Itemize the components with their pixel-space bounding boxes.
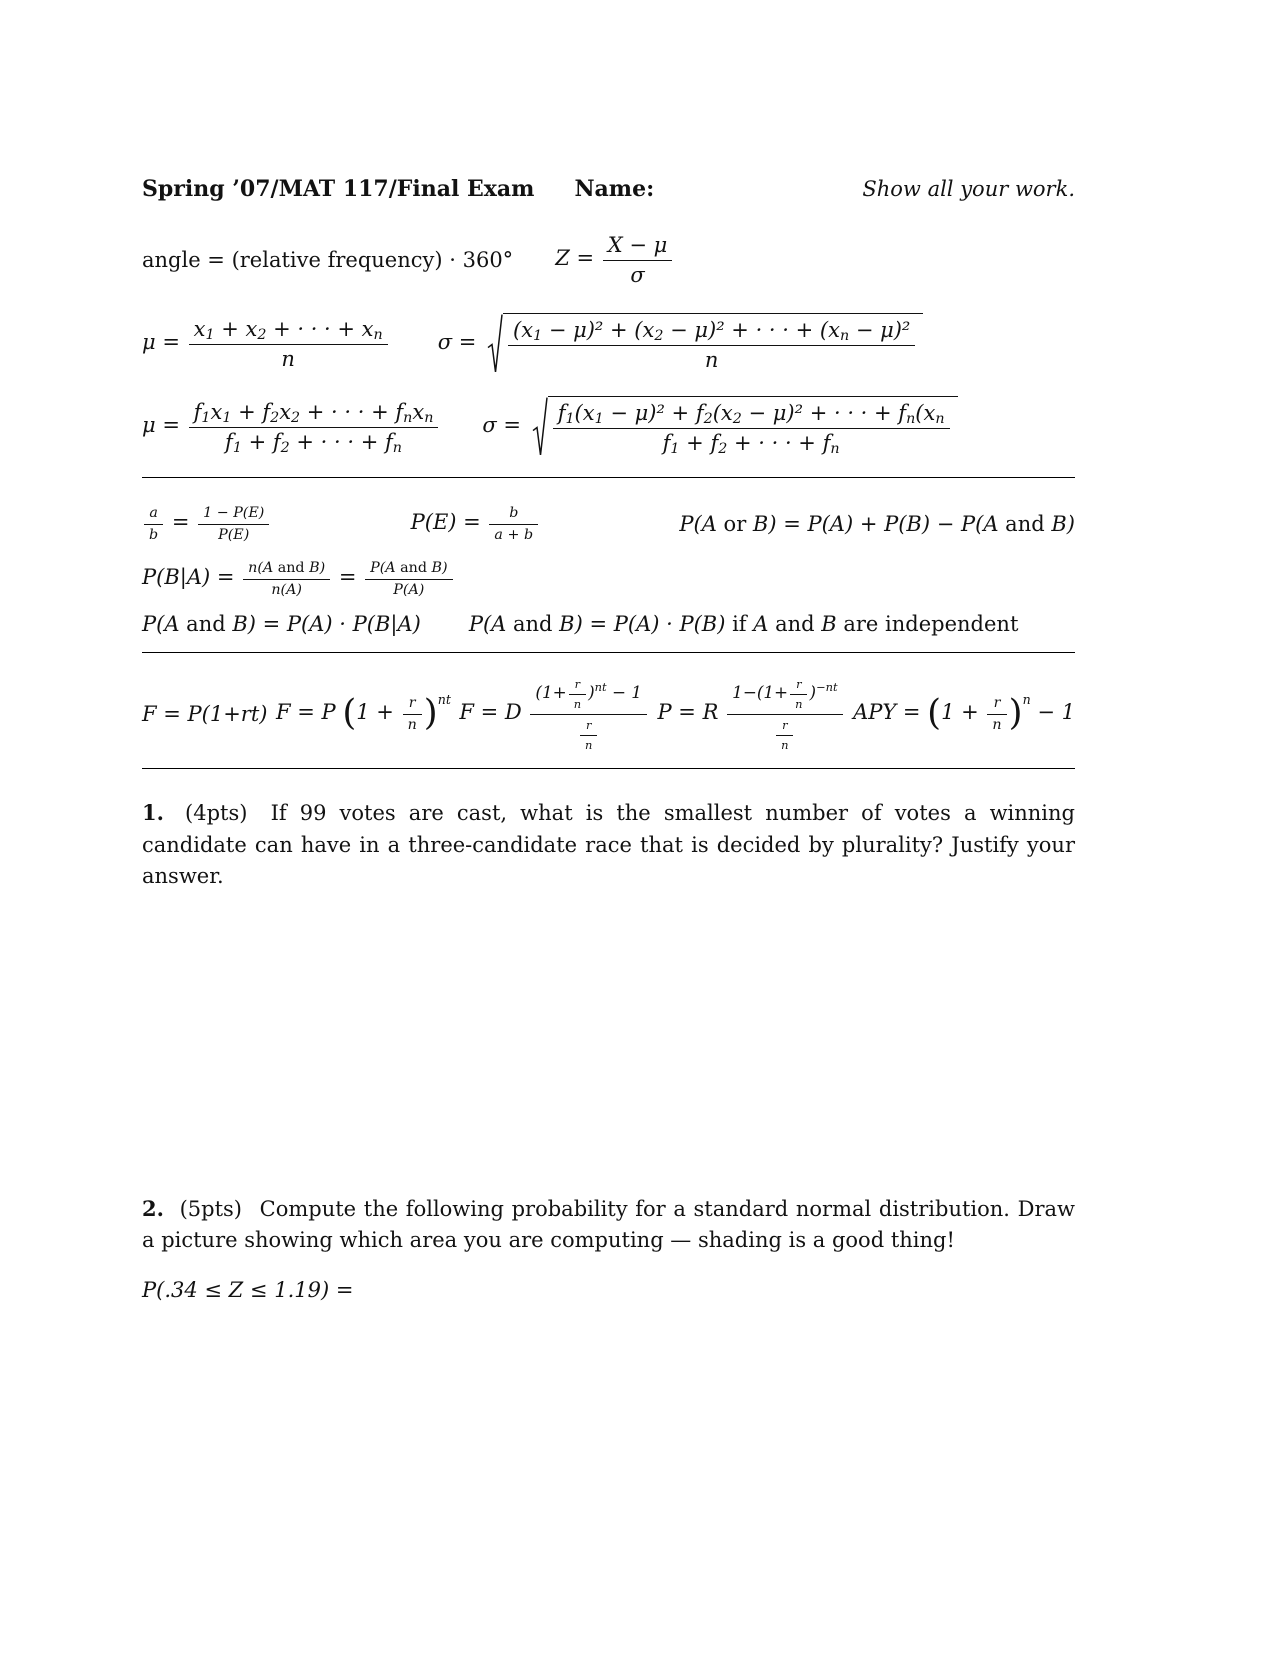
formula-row-angle-z (142, 232, 1075, 287)
formula-row-probability-2 (142, 559, 1075, 598)
horizontal-rule (142, 477, 1075, 478)
formula-z-score: Z = $\frac{X - \mu}{\sigma}$ (555, 232, 674, 287)
question-1 (142, 797, 1075, 893)
exam-title: Spring ’07/MAT 117/Final Exam (142, 176, 535, 202)
formula-stddev: σ = $\frac{(x_1 - \mu)^2 + (x_2 - \mu)^2 + \cdot \cdot \cdot + (x_n - \mu)^2}{n}$ (438, 313, 924, 374)
formula-angle: angle = (relative frequency) · 360° (142, 247, 514, 272)
formula-row-probability-3 (142, 612, 1075, 636)
formula-row-probability-1 (142, 504, 1075, 543)
answer-workspace (142, 893, 1075, 1193)
formula-mean: μ = $\frac{x_1 + x_2 + \cdot \cdot \cdot + x_n}{n}$ (142, 316, 390, 371)
formula-row-finance (142, 675, 1075, 752)
formula-conditional-prob: P(B|A) = $\frac{\text{n(A and B)}}{n(A)}$ = $\frac{\text{P(A and B)}}{P(A)}$ (142, 559, 455, 598)
question-2-text: Compute the following probability for a standard normal distribution. Draw a picture showing which area you are computing — shading is a good thing! (142, 1196, 1075, 1252)
question-2-number: 2. (142, 1195, 164, 1221)
question-1-text: If 99 votes are cast, what is the smallest number of votes a winning candidate can have in a three-candidate race that is decided by plurality? Justify your answer. (142, 801, 1075, 888)
formula-prob-or: P(A or B) = P(A) + P(B) − P(A and B) (679, 511, 1075, 536)
question-2 (142, 1193, 1075, 1257)
question-1-points: (4pts) (185, 801, 248, 825)
formula-row-freq-mean-sd (142, 396, 1075, 457)
radical-icon (532, 396, 548, 457)
question-2-points: (5pts) (179, 1196, 242, 1221)
horizontal-rule (142, 768, 1075, 769)
formula-prob-and: P(A and B) = P(A) · P(B|A) (142, 612, 421, 636)
radical-icon (487, 313, 503, 374)
formula-simple-interest: F = P(1+rt) (142, 701, 268, 726)
formula-annuity-future: F = D (1+ $\frac{r}{n}$ )$^{nt}$ − 1 $\frac{r}{n}$ (459, 675, 649, 752)
formula-compound-interest: F = P (1 + $\frac{r}{n}$ )$^{nt}$ (275, 691, 451, 734)
formula-annuity-present: P = R 1−(1+ $\frac{r}{n}$ )$^{-nt}$ $\frac{r}{n}$ (658, 675, 845, 752)
formula-weighted-mean: μ = $\frac{f_1x_1 + f_2x_2 + \cdot \cdot \cdot + f_nx_n}{f_1 + f_2 + \cdot \cdot \cdot + f_n}$ (142, 399, 440, 454)
exam-header (142, 176, 1075, 202)
formula-weighted-stddev: σ = $\frac{f_1(x_1 - \mu)^2 + f_2(x_2 - \mu)^2 + \cdot \cdot \cdot + f_n(x_n}{f_1 + f_2 + \cdot \cdot \cdot + f_n}$ (482, 396, 957, 457)
formula-prob-independent: P(A and B) = P(A) · P(B) if A and B are independent (468, 612, 1019, 636)
formula-odds: $\frac{a}{b}$ = $\frac{1 - P(E)}{P(E)}$ (142, 504, 271, 543)
formula-prob-event: P(E) = $\frac{b}{a + b}$ (411, 504, 540, 543)
formula-apy: APY = (1 + $\frac{r}{n}$ )$^n$ − 1 (853, 691, 1075, 734)
formula-row-mean-sd (142, 313, 1075, 374)
probability-expression: P(.34 ≤ Z ≤ 1.19) = (142, 1277, 354, 1302)
horizontal-rule (142, 652, 1075, 653)
show-work-instruction: Show all your work. (862, 177, 1075, 201)
question-1-number: 1. (142, 800, 164, 825)
name-label: Name: (574, 176, 655, 202)
question-2-prompt (142, 1275, 1075, 1307)
